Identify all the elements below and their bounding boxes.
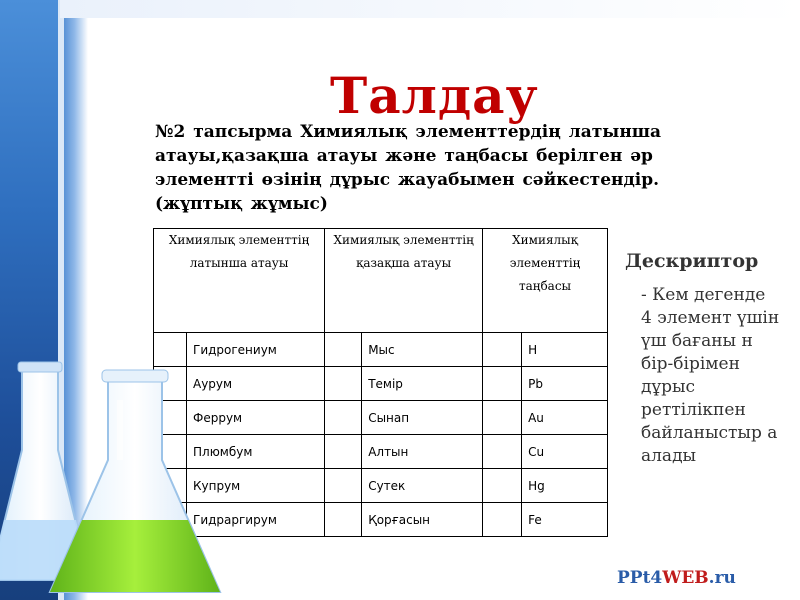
- latin-cell: Гидраргирум: [187, 503, 325, 537]
- logo-part: .ru: [708, 568, 736, 588]
- kazakh-cell: Темір: [362, 367, 483, 401]
- header-symbol: Химиялық элементтің таңбасы: [483, 229, 608, 333]
- kazakh-cell: Алтын: [362, 435, 483, 469]
- flasks-illustration: [0, 330, 240, 600]
- match-cell: [483, 503, 522, 537]
- match-cell: [483, 333, 522, 367]
- latin-cell: Аурум: [187, 367, 325, 401]
- latin-cell: Купрум: [187, 469, 325, 503]
- match-cell: [325, 469, 362, 503]
- symbol-cell: Hg: [522, 469, 608, 503]
- match-cell: [325, 401, 362, 435]
- site-logo: [617, 568, 736, 588]
- header-latin: Химиялық элементтің латынша атауы: [154, 229, 325, 333]
- kazakh-cell: Мыс: [362, 333, 483, 367]
- green-flask-icon: [50, 370, 220, 592]
- kazakh-cell: Қорғасын: [362, 503, 483, 537]
- decorative-top-band: [60, 0, 800, 18]
- match-cell: [483, 435, 522, 469]
- table-header-row: [154, 229, 608, 333]
- symbol-cell: Pb: [522, 367, 608, 401]
- symbol-cell: Cu: [522, 435, 608, 469]
- header-kazakh: Химиялық элементтің қазақша атауы: [325, 229, 483, 333]
- symbol-cell: Au: [522, 401, 608, 435]
- symbol-cell: Fe: [522, 503, 608, 537]
- match-cell: [325, 435, 362, 469]
- match-cell: [483, 367, 522, 401]
- descriptor-text: - Кем дегенде 4 элемент үшін үш бағаны н бір-бірімен дұрыс реттілікпен байланыстыр а алады: [641, 285, 780, 466]
- match-cell: [483, 401, 522, 435]
- descriptor-title: Дескриптор: [625, 250, 759, 272]
- latin-cell: Плюмбум: [187, 435, 325, 469]
- slide-title: Талдау: [330, 66, 539, 125]
- latin-cell: Гидрогениум: [187, 333, 325, 367]
- match-cell: [325, 503, 362, 537]
- kazakh-cell: Сутек: [362, 469, 483, 503]
- logo-part: WEB: [662, 568, 709, 588]
- match-cell: [483, 469, 522, 503]
- logo-part: PPt4: [617, 568, 663, 588]
- task-text: №2 тапсырма Химиялық элементтердің латынша атауы,қазақша атауы және таңбасы берілген әр элементті өзінің дұрыс жауабымен сәйкестендір. (жұптық жұмыс): [155, 122, 662, 214]
- latin-cell: Феррум: [187, 401, 325, 435]
- kazakh-cell: Сынап: [362, 401, 483, 435]
- match-cell: [325, 367, 362, 401]
- match-cell: [325, 333, 362, 367]
- symbol-cell: H: [522, 333, 608, 367]
